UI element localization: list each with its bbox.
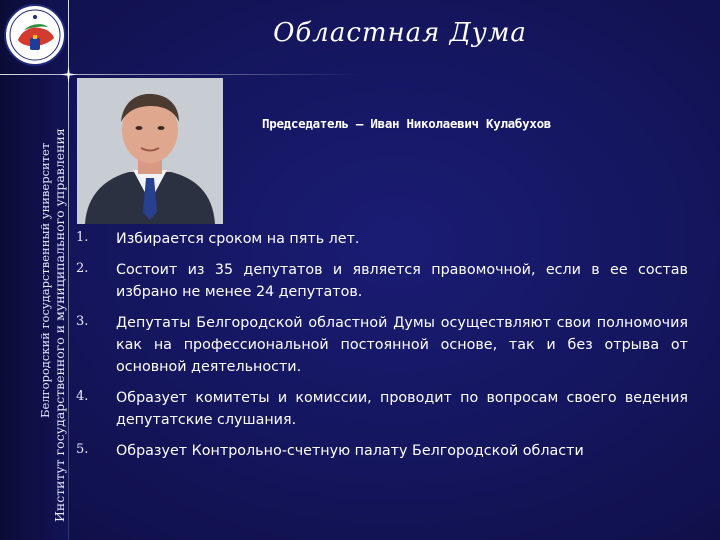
institute-name: Институт государственного и муниципального управления [52,128,67,522]
list-item-number: 4. [76,389,89,404]
facts-list [76,228,688,471]
list-item-number: 3. [76,314,89,329]
chairman-photo [77,78,223,224]
list-item-number: 2. [76,261,89,276]
list-item-number: 1. [76,230,89,245]
list-item-text: Избирается сроком на пять лет. [116,231,360,247]
list-item-text: Образует комитеты и комиссии, проводит по вопросам своего ведения депутатские слушания. [116,390,688,428]
list-item [76,387,688,431]
list-item [76,312,688,378]
university-emblem-icon [2,2,68,68]
list-item [76,259,688,303]
star-icon [60,66,77,83]
list-item [76,228,688,250]
chairman-caption: Председатель – Иван Николаевич Кулабухов [262,116,552,131]
list-item [76,440,688,462]
list-item-number: 5. [76,442,89,457]
horizontal-rule [0,74,360,75]
slide-title: Областная Дума [273,18,527,48]
sidebar-vertical-text [38,128,67,540]
list-item-text: Депутаты Белгородской областной Думы осуществляют свои полномочия как на профессиональной постоянной основе, так и без отрыва от основной деятельности. [116,315,688,375]
list-item-text: Состоит из 35 депутатов и является правомочной, если в ее состав избрано не менее 24 депутатов. [116,262,688,300]
university-name: Белгородский государственный университет [38,142,52,418]
list-item-text: Образует Контрольно-счетную палату Белгородской области [116,443,584,459]
